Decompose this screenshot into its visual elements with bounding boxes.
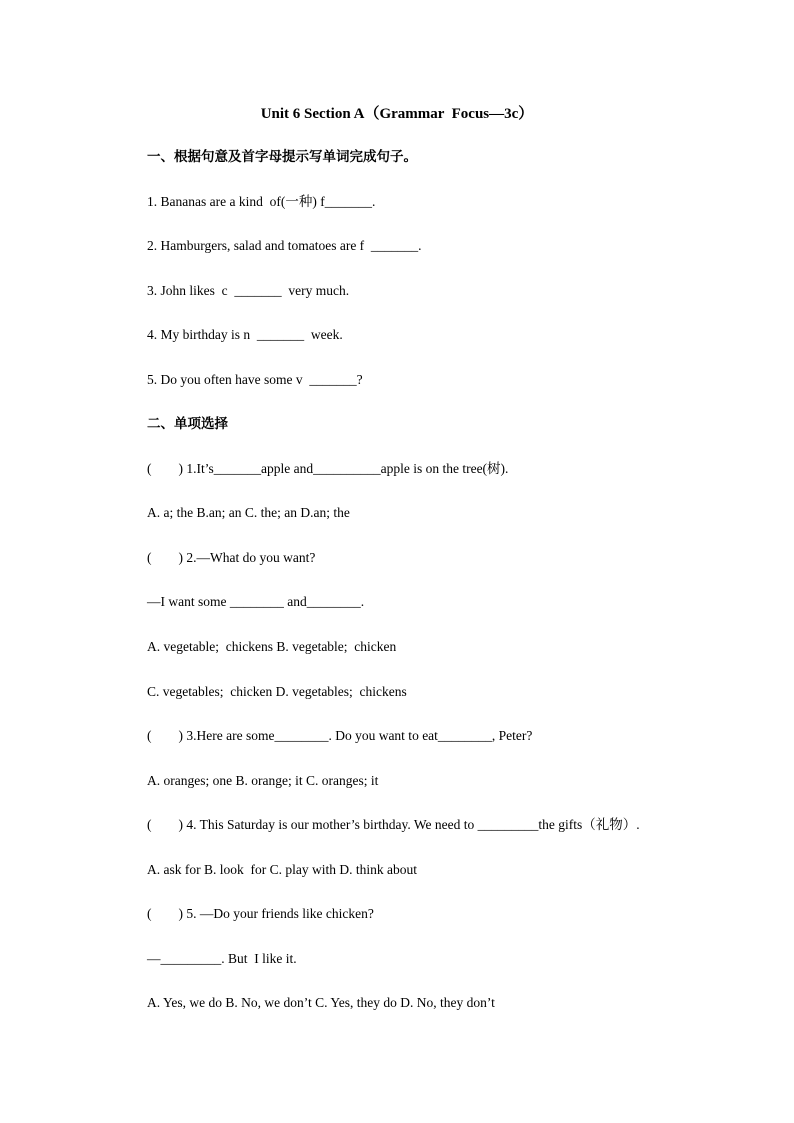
- fill-in-question-2: 2. Hamburgers, salad and tomatoes are f _______.: [147, 238, 422, 253]
- document-title: Unit 6 Section A（Grammar Focus—3c）: [260, 106, 534, 122]
- choice-question-3-stem: ( ) 3.Here are some________. Do you want to eat________, Peter?: [147, 728, 533, 743]
- fill-in-question-5: 5. Do you often have some v _______?: [147, 372, 363, 387]
- choice-question-1-options: A. a; the B.an; an C. the; an D.an; the: [147, 505, 350, 520]
- section-1-heading: 一、根据句意及首字母提示写单词完成句子。: [147, 149, 417, 165]
- fill-in-question-3: 3. John likes c _______ very much.: [147, 283, 350, 298]
- choice-question-1-stem: ( ) 1.It’s_______apple and__________apple is on the tree(树).: [147, 461, 509, 476]
- choice-question-5-stem: ( ) 5. —Do your friends like chicken?: [147, 906, 374, 921]
- choice-question-2-stem: ( ) 2.—What do you want?: [147, 550, 316, 565]
- fill-in-question-1: 1. Bananas are a kind of(一种) f_______.: [147, 194, 376, 209]
- choice-question-2-options-c-d: C. vegetables; chicken D. vegetables; chickens: [147, 684, 407, 699]
- choice-question-5-response: —_________. But I like it.: [147, 951, 297, 966]
- choice-question-4-options: A. ask for B. look for C. play with D. think about: [147, 862, 417, 877]
- section-2-heading: 二、单项选择: [147, 416, 228, 432]
- choice-question-2-options-a-b: A. vegetable; chickens B. vegetable; chicken: [147, 639, 397, 654]
- fill-in-question-4: 4. My birthday is n _______ week.: [147, 327, 343, 342]
- choice-question-3-options: A. oranges; one B. orange; it C. oranges; it: [147, 773, 379, 788]
- choice-question-2-response: —I want some ________ and________.: [147, 594, 365, 609]
- choice-question-5-options: A. Yes, we do B. No, we don’t C. Yes, they do D. No, they don’t: [147, 995, 495, 1010]
- choice-question-4-stem: ( ) 4. This Saturday is our mother’s birthday. We need to _________the gifts（礼物）.: [147, 817, 640, 832]
